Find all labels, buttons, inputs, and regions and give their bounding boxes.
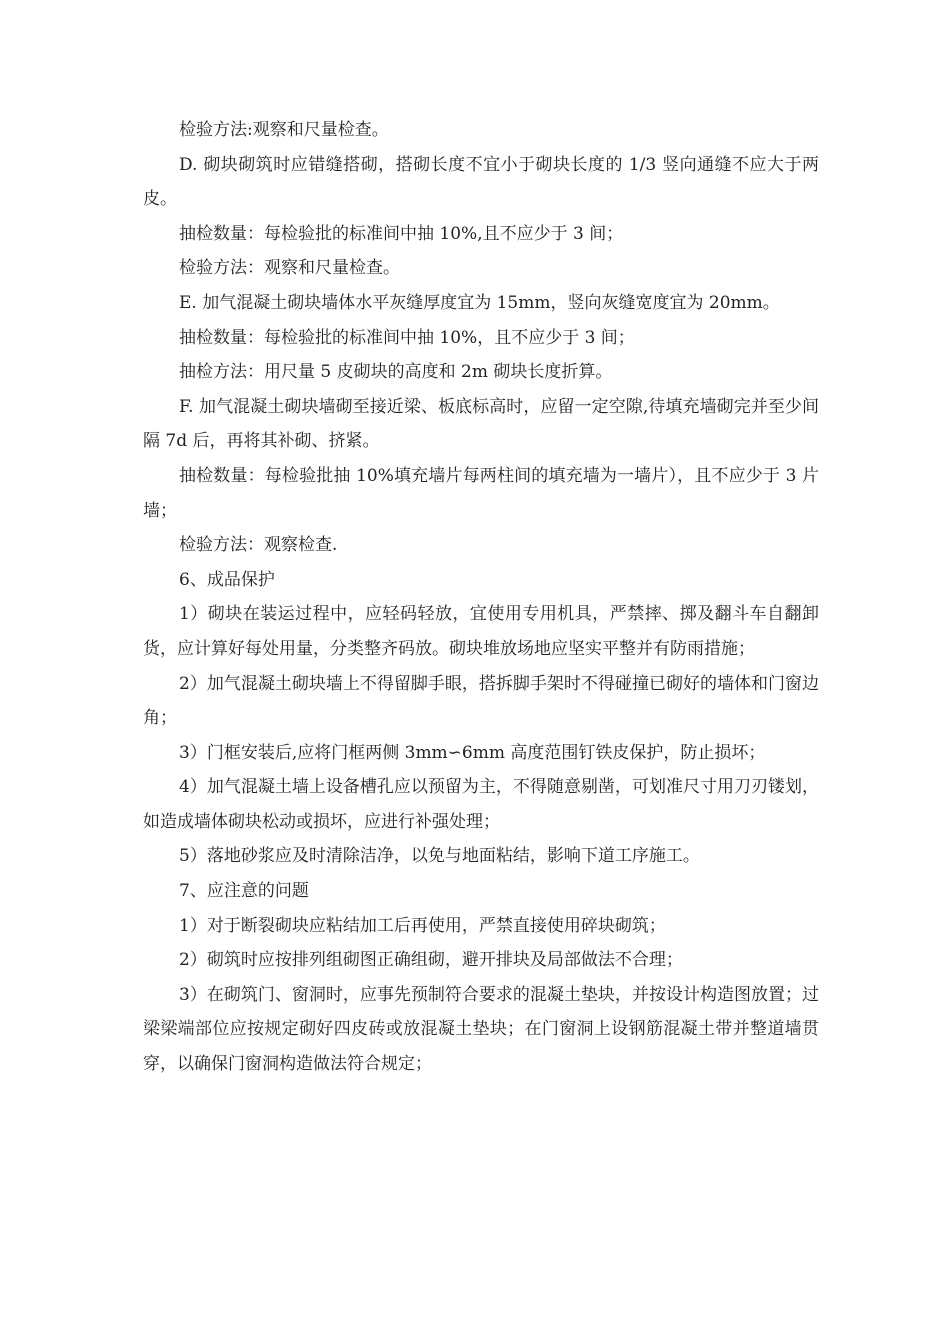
paragraph-issue-2: 2）砌筑时应按排列组砌图正确组砌，避开排块及局部做法不合理； bbox=[179, 950, 683, 971]
paragraph-issue-1: 1）对于断裂砌块应粘结加工后再使用，严禁直接使用碎块砌筑； bbox=[179, 915, 666, 936]
document-body bbox=[143, 113, 819, 1082]
paragraph-protection-2: 2）加气混凝土砌块墙上不得留脚手眼，搭拆脚手架时不得碰撞已砌好的墙体和门窗边角； bbox=[143, 673, 819, 729]
paragraph-inspection-method-2: 检验方法：观察和尺量检查。 bbox=[179, 258, 400, 279]
paragraph-inspection-method-3: 检验方法：观察检查. bbox=[179, 535, 338, 556]
paragraph-item-d: D. 砌块砌筑时应错缝搭砌，搭砌长度不宜小于砌块长度的 1/3 竖向通缝不应大于两皮。 bbox=[143, 154, 819, 210]
paragraph-protection-4: 4）加气混凝土墙上设备槽孔应以预留为主，不得随意剔凿，可划准尺寸用刀刃镂划，如造成墙体砌块松动或损坏，应进行补强处理； bbox=[143, 777, 819, 832]
section-heading-product-protection: 6、成品保护 bbox=[179, 569, 275, 590]
paragraph-item-e: E. 加气混凝土砌块墙体水平灰缝厚度宜为 15mm，竖向灰缝宽度宜为 20mm。 bbox=[179, 292, 780, 313]
paragraph-sampling-quantity-2: 抽检数量：每检验批的标准间中抽 10%，且不应少于 3 间； bbox=[179, 327, 635, 348]
paragraph-sampling-quantity-3: 抽检数量：每检验批抽 10%填充墙片每两柱间的填充墙为一墙片），且不应少于 3 片墙； bbox=[143, 465, 819, 521]
paragraph-sampling-quantity-1: 抽检数量：每检验批的标准间中抽 10%,且不应少于 3 间； bbox=[179, 223, 624, 244]
paragraph-protection-5: 5）落地砂浆应及时清除洁净，以免与地面粘结，影响下道工序施工。 bbox=[179, 846, 700, 867]
paragraph-protection-3: 3）门框安装后,应将门框两侧 3mm∽6mm 高度范围钉铁皮保护，防止损坏； bbox=[179, 742, 766, 763]
paragraph-protection-1: 1）砌块在装运过程中，应轻码轻放，宜使用专用机具，严禁摔、掷及翻斗车自翻卸货，应计算好每处用量，分类整齐码放。砌块堆放场地应坚实平整并有防雨措施； bbox=[143, 604, 819, 659]
section-heading-issues: 7、应注意的问题 bbox=[179, 881, 309, 902]
paragraph-sampling-method: 抽检方法：用尺量 5 皮砌块的高度和 2m 砌块长度折算。 bbox=[179, 362, 613, 383]
paragraph-inspection-method-1: 检验方法:观察和尺量检查。 bbox=[179, 120, 389, 140]
paragraph-item-f: F. 加气混凝土砌块墙砌至接近梁、板底标高时，应留一定空隙,待填充墙砌完并至少间隔 7d 后，再将其补砌、挤紧。 bbox=[143, 396, 819, 452]
paragraph-issue-3: 3）在砌筑门、窗洞时，应事先预制符合要求的混凝土垫块，并按设计构造图放置；过梁梁端部位应按规定砌好四皮砖或放混凝土垫块；在门窗洞上设钢筋混凝土带并整道墙贯穿，以确保门窗洞构造做法符合规定； bbox=[143, 984, 819, 1075]
